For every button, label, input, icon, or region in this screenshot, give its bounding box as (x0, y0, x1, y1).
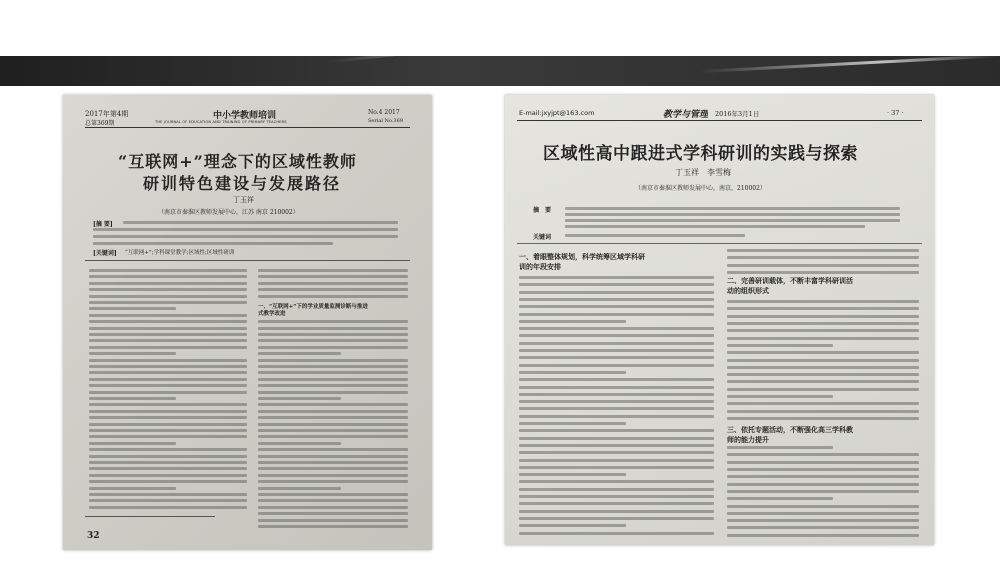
left-article-title-line1: “互联网+”理念下的区域性教师 (118, 152, 357, 171)
text-line (258, 275, 408, 278)
text-line (519, 517, 714, 520)
left-section1-heading: 一、“互联网+”下的学业质量监测诊断与推进 (258, 304, 368, 310)
right-section3-heading-line2: 师的能力提升 (727, 435, 769, 444)
left-article-title-line2: 研训特色建设与发展路径 (143, 174, 342, 193)
text-line (89, 467, 247, 470)
left-keywords-label: [关键词] (93, 250, 117, 257)
text-line (89, 359, 247, 362)
text-line (258, 391, 408, 394)
text-line (89, 461, 247, 464)
right-keywords-label: 关键词 (533, 234, 552, 241)
text-line (727, 322, 919, 325)
text-line (519, 386, 714, 389)
text-line (89, 333, 247, 336)
text-line (727, 490, 919, 493)
text-line (727, 351, 919, 354)
text-line (89, 307, 176, 310)
text-line (727, 388, 919, 391)
left-affiliation: （南京市秦淮区教师发展中心，江苏 南京 210002） (158, 209, 299, 216)
left-section1-heading-cont: 式教学改进 (258, 311, 286, 317)
text-line (519, 480, 714, 483)
text-line (519, 298, 714, 301)
text-line (727, 402, 919, 405)
left-keywords: “互联网+”;学科课堂教学;区域性;区域性研训 (125, 250, 235, 256)
text-line (258, 499, 408, 502)
text-line (89, 378, 247, 381)
text-line (258, 352, 341, 355)
text-line (89, 352, 176, 355)
text-line (258, 493, 408, 496)
banner-dark-band (0, 56, 1000, 86)
text-line (727, 453, 919, 456)
text-line (258, 371, 408, 374)
right-article-title: 区域性高中跟进式学科研训的实践与探索 (543, 144, 858, 164)
text-line (89, 314, 247, 317)
right-section1-heading-line1: 一、着眼整体规划，科学统筹区域学科研 (519, 252, 645, 261)
text-line (727, 395, 833, 398)
text-line (727, 410, 919, 413)
text-line (519, 334, 714, 337)
text-line (727, 271, 919, 274)
text-line (727, 512, 919, 515)
right-section3-heading-line1: 三、依托专题活动，不断强化高三学科教 (727, 425, 853, 434)
text-line (519, 495, 714, 498)
text-line (258, 512, 408, 515)
text-line (258, 506, 408, 509)
text-line (258, 288, 408, 291)
text-line (258, 423, 408, 426)
text-line (519, 524, 626, 527)
text-line (519, 510, 714, 513)
text-line (89, 282, 247, 285)
text-line (258, 429, 408, 432)
text-line (519, 378, 714, 381)
text-line (89, 474, 247, 477)
text-line (89, 455, 247, 458)
text-line (565, 219, 900, 222)
text-line (727, 344, 833, 347)
left-author: 丁玉祥 (233, 196, 254, 204)
text-line (519, 356, 714, 359)
text-line (519, 327, 714, 330)
right-section2-heading-line1: 二、完善研训载体，不断丰富学科研训活 (727, 276, 853, 285)
top-banner (0, 0, 1000, 86)
text-line (123, 221, 398, 224)
text-line (89, 397, 176, 400)
text-line (519, 451, 714, 454)
text-line (727, 461, 919, 464)
text-line (727, 505, 919, 508)
text-line (519, 305, 714, 308)
left-journal-title: 中小学教师培训 (213, 111, 277, 121)
text-line (519, 393, 714, 396)
text-line (89, 384, 247, 387)
text-line (258, 359, 408, 362)
text-line (89, 499, 247, 502)
left-journal-page-photo (63, 95, 432, 550)
text-line (89, 410, 247, 413)
left-footnote-rule (85, 516, 215, 517)
text-line (89, 365, 247, 368)
text-line (258, 455, 408, 458)
text-line (258, 346, 408, 349)
text-line (258, 416, 408, 419)
text-line (727, 366, 919, 369)
text-line (89, 346, 247, 349)
text-line (519, 502, 714, 505)
right-section1-heading-line2: 训的年段安排 (519, 262, 561, 271)
text-line (727, 380, 919, 383)
text-line (519, 371, 626, 374)
text-line (89, 269, 247, 272)
text-line (727, 519, 919, 522)
right-header-email: E-mail:jxyjpt@163.com (519, 109, 595, 117)
text-line (727, 300, 919, 303)
left-issue-right-line2: Serial No.369 (368, 118, 403, 124)
text-line (727, 483, 919, 486)
text-line (258, 269, 408, 272)
left-abstract-label: [摘 要] (93, 221, 113, 228)
text-line (519, 291, 714, 294)
text-line (89, 487, 176, 490)
text-line (727, 373, 919, 376)
text-line (89, 275, 247, 278)
right-header-page: · 37 · (887, 109, 904, 117)
text-line (258, 378, 408, 381)
text-line (727, 468, 919, 471)
text-line (89, 493, 247, 496)
text-line (93, 228, 398, 231)
text-line (89, 288, 247, 291)
text-line (727, 359, 919, 362)
text-line (89, 480, 247, 483)
text-line (89, 391, 247, 394)
text-line (565, 225, 865, 228)
text-line (519, 473, 626, 476)
text-line (727, 497, 833, 500)
right-abstract-rule (517, 243, 922, 244)
text-line (727, 315, 919, 318)
text-line (519, 349, 714, 352)
right-journal-page-photo (505, 95, 934, 545)
text-line (258, 480, 408, 483)
text-line (258, 327, 408, 330)
text-line (89, 301, 247, 304)
text-line (565, 207, 900, 210)
text-line (727, 526, 919, 529)
text-line (727, 264, 919, 267)
text-line (89, 506, 247, 509)
text-line (258, 365, 408, 368)
right-abstract-label: 摘 要 (533, 207, 552, 214)
right-header-journal: 教学与管理 (663, 110, 709, 120)
text-line (89, 327, 247, 330)
text-line (258, 442, 341, 445)
text-line (258, 403, 408, 406)
text-line (519, 342, 714, 345)
text-line (258, 461, 408, 464)
text-line (258, 487, 341, 490)
text-line (727, 307, 919, 310)
text-line (258, 384, 408, 387)
text-line (519, 407, 714, 410)
text-line (89, 320, 247, 323)
right-header-rule (517, 120, 922, 121)
text-line (519, 532, 714, 535)
text-line (727, 446, 833, 449)
text-line (519, 364, 714, 367)
text-line (519, 444, 714, 447)
text-line (89, 423, 247, 426)
text-line (565, 213, 900, 216)
text-line (258, 519, 408, 522)
text-line (89, 339, 247, 342)
text-line (93, 242, 333, 245)
text-line (89, 429, 247, 432)
text-line (258, 295, 408, 298)
text-line (727, 417, 919, 420)
text-line (519, 313, 714, 316)
text-line (89, 448, 247, 451)
right-affiliation: （南京市秦淮区教师发展中心，南京，210002） (635, 185, 766, 192)
text-line (258, 397, 341, 400)
text-line (727, 256, 919, 259)
text-line (519, 400, 714, 403)
text-line (258, 320, 408, 323)
text-line (519, 320, 626, 323)
text-line (519, 437, 714, 440)
text-line (727, 329, 919, 332)
text-line (727, 475, 919, 478)
left-issue-line1: 2017年第4期 (85, 110, 129, 118)
text-line (565, 234, 745, 237)
text-line (519, 429, 714, 432)
text-line (519, 466, 714, 469)
text-line (519, 276, 714, 279)
text-line (727, 534, 919, 537)
text-line (519, 415, 714, 418)
text-line (89, 416, 247, 419)
left-issue-line2: 总第369期 (85, 120, 115, 127)
text-line (258, 435, 408, 438)
left-abstract-rule (85, 260, 410, 261)
text-line (89, 371, 247, 374)
text-line (93, 235, 398, 238)
right-section2-heading-line2: 动的组织形式 (727, 286, 769, 295)
text-line (519, 459, 714, 462)
text-line (727, 337, 919, 340)
text-line (519, 422, 626, 425)
text-line (258, 282, 408, 285)
text-line (89, 435, 247, 438)
right-authors: 丁玉祥 李雪梅 (675, 168, 731, 177)
text-line (519, 283, 714, 286)
text-line (89, 295, 247, 298)
text-line (258, 474, 408, 477)
text-line (89, 442, 176, 445)
text-line (258, 467, 408, 470)
left-header-rule (85, 127, 410, 128)
text-line (89, 403, 247, 406)
right-header-date: 2016年3月1日 (715, 110, 760, 118)
left-page-number: 32 (87, 531, 100, 541)
left-journal-title-en: THE JOURNAL OF EDUCATION AND TRAINING OF PRIMARY TEACHERS (155, 120, 287, 124)
text-line (258, 339, 408, 342)
text-line (258, 410, 408, 413)
text-line (727, 249, 919, 252)
left-issue-right-line1: No.4 2017 (368, 109, 400, 116)
text-line (258, 333, 408, 336)
text-line (258, 448, 408, 451)
text-line (258, 525, 408, 528)
text-line (519, 488, 714, 491)
